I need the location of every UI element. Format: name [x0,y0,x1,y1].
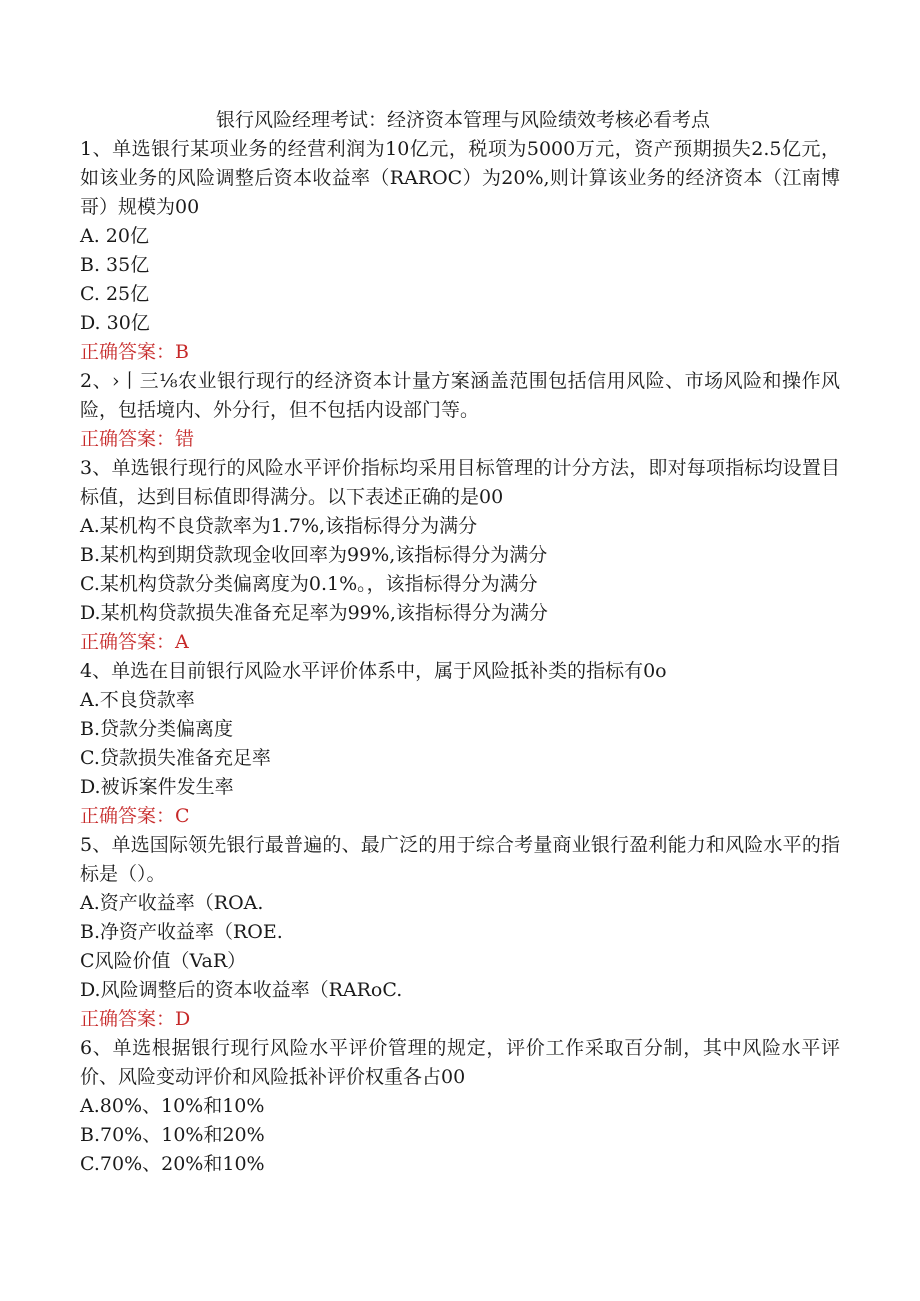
question-6 [80,1034,840,1179]
correct-answer: 正确答案：A [80,631,189,653]
document-title: 银行风险经理考试：经济资本管理与风险绩效考核必看考点 [215,109,710,131]
option-a: A.不良贷款率 [80,689,195,711]
option-c: C.70%、20%和10% [80,1153,265,1175]
option-a: A.资产收益率（ROA. [80,892,264,914]
correct-answer: 正确答案：B [80,341,189,363]
option-b: B.净资产收益率（ROE. [80,921,283,943]
option-b: B.某机构到期贷款现金收回率为99%,该指标得分为满分 [80,544,548,566]
option-b: B. 35亿 [80,254,150,276]
option-c: C.某机构贷款分类偏离度为0.1%。，该指标得分为满分 [80,573,538,595]
option-a: A. 20亿 [80,225,149,247]
correct-answer: 正确答案：错 [80,428,195,450]
option-b: B.70%、10%和20% [80,1124,265,1146]
question-text: 4、单选在目前银行风险水平评价体系中，属于风险抵补类的指标有0o [80,660,667,682]
correct-answer: 正确答案：C [80,805,190,827]
option-d: D.某机构贷款损失准备充足率为99%,该指标得分为满分 [80,602,548,624]
option-list [80,686,840,802]
question-text: 2、›丨三⅛农业银行现行的经济资本计量方案涵盖范围包括信用风险、市场风险和操作风险，包括境内、外分行，但不包括内设部门等。 [80,370,840,421]
question-text: 5、单选国际领先银行最普遍的、最广泛的用于综合考量商业银行盈利能力和风险水平的指标是（）。 [80,834,840,885]
question-4 [80,657,840,831]
option-list [80,222,840,338]
question-5 [80,831,840,1034]
question-2 [80,367,840,454]
question-text: 1、单选银行某项业务的经营利润为10亿元，税项为5000万元，资产预期损失2.5亿元，如该业务的风险调整后资本收益率（RAROC）为20%,则计算该业务的经济资本（江南博哥）规模为00 [80,138,840,218]
option-list [80,1092,840,1179]
option-d: D.风险调整后的资本收益率（RARoC. [80,979,403,1001]
question-text: 3、单选银行现行的风险水平评价指标均采用目标管理的计分方法，即对每项指标均设置目标值，达到目标值即得满分。以下表述正确的是00 [80,457,840,508]
question-1 [80,135,840,367]
question-text: 6、单选根据银行现行风险水平评价管理的规定，评价工作采取百分制，其中风险水平评价、风险变动评价和风险抵补评价权重各占00 [80,1037,840,1088]
option-b: B.贷款分类偏离度 [80,718,234,740]
option-d: D.被诉案件发生率 [80,776,234,798]
option-d: D. 30亿 [80,312,150,334]
option-c: C风险价值（VaR） [80,950,247,972]
correct-answer: 正确答案：D [80,1008,191,1030]
option-a: A.某机构不良贷款率为1.7%,该指标得分为满分 [80,515,478,537]
option-list [80,889,840,1005]
option-list [80,512,840,628]
option-c: C.贷款损失准备充足率 [80,747,271,769]
question-3 [80,454,840,657]
option-c: C. 25亿 [80,283,150,305]
option-a: A.80%、10%和10% [80,1095,265,1117]
